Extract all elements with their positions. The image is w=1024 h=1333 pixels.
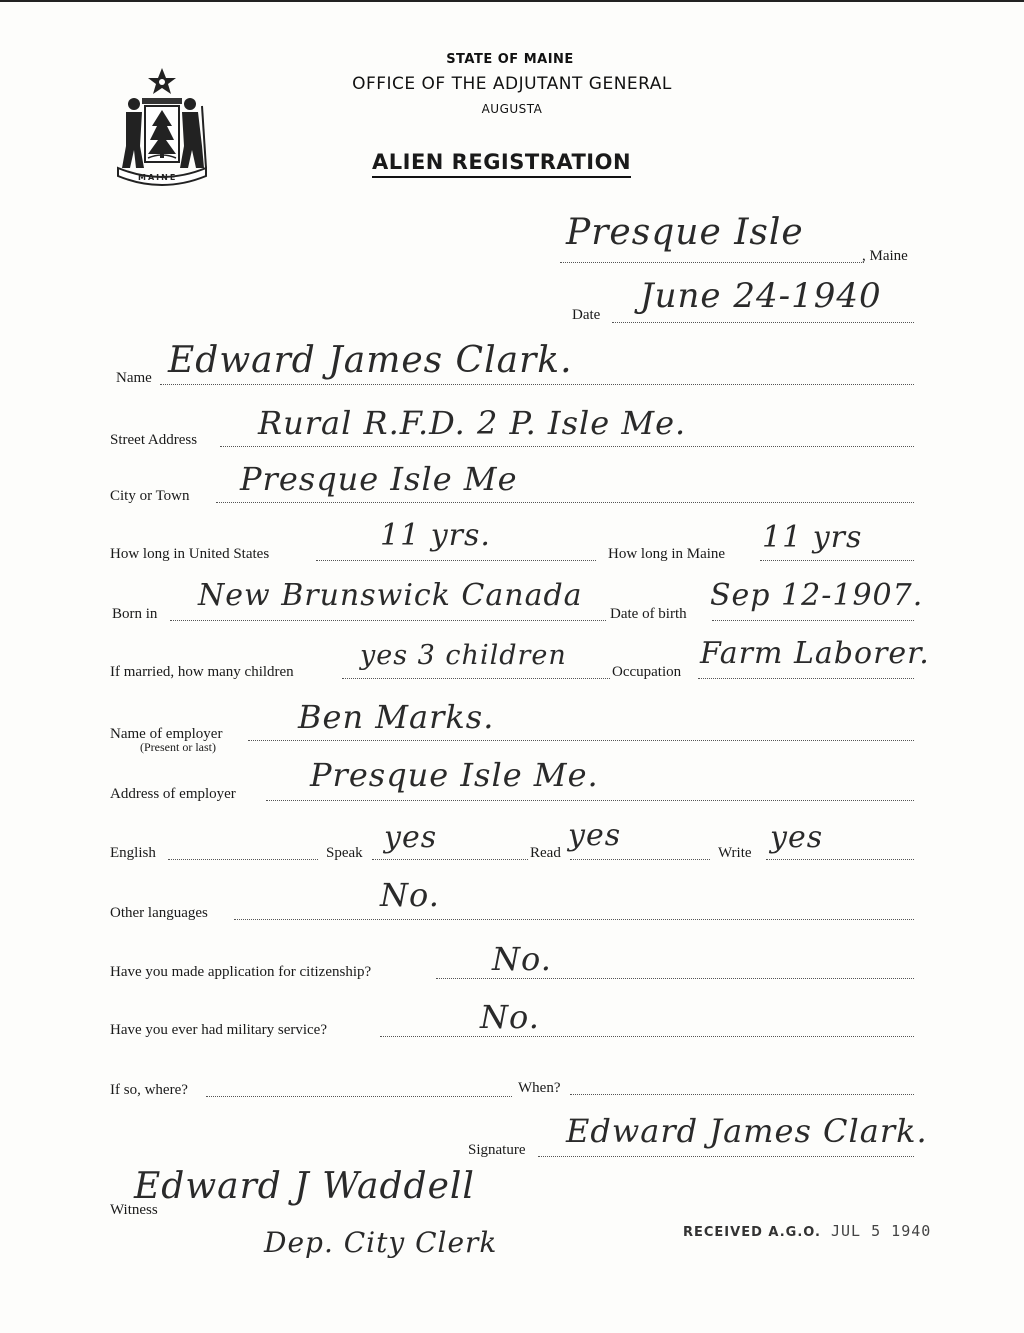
city-label: City or Town — [110, 488, 190, 504]
how-long-maine-value: 11 yrs — [762, 520, 863, 555]
date-of-birth-line — [712, 620, 914, 621]
read-label: Read — [530, 845, 561, 861]
write-line — [766, 859, 914, 860]
maine-label: , Maine — [862, 248, 908, 264]
where-line — [206, 1096, 512, 1097]
children-label: If married, how many children — [110, 664, 294, 680]
how-long-maine-label: How long in Maine — [608, 546, 726, 562]
street-address-value: Rural R.F.D. 2 P. Isle Me. — [258, 404, 687, 442]
other-languages-value: No. — [380, 876, 440, 914]
speak-line — [372, 859, 528, 860]
employer-value: Ben Marks. — [298, 698, 495, 736]
header-state: STATE OF MAINE — [446, 52, 574, 67]
name-label: Name — [116, 370, 152, 386]
city-value: Presque Isle Me — [240, 460, 518, 498]
born-in-label: Born in — [112, 606, 158, 622]
witness-signature: Edward J Waddell — [134, 1166, 475, 1207]
signature-label: Signature — [468, 1142, 526, 1158]
citizenship-line — [436, 978, 914, 979]
name-line — [160, 384, 914, 385]
english-label: English — [110, 845, 156, 861]
military-value: No. — [480, 998, 540, 1036]
date-line — [612, 322, 914, 323]
employer-line — [248, 740, 914, 741]
top-border — [0, 0, 1024, 2]
date-label: Date — [572, 307, 601, 323]
form-title: ALIEN REGISTRATION — [372, 150, 631, 178]
seal-banner-text: MAINE — [138, 173, 178, 182]
street-address-label: Street Address — [110, 432, 198, 448]
citizenship-value: No. — [492, 940, 552, 978]
where-label: If so, where? — [110, 1082, 188, 1098]
children-line — [342, 678, 610, 679]
read-line — [570, 859, 710, 860]
header-office: OFFICE OF THE ADJUTANT GENERAL — [352, 74, 672, 94]
date-of-birth-label: Date of birth — [610, 606, 687, 622]
street-address-line — [220, 446, 914, 447]
when-line — [570, 1094, 914, 1095]
employer-address-label: Address of employer — [110, 786, 236, 802]
name-value: Edward James Clark. — [168, 340, 573, 381]
born-in-value: New Brunswick Canada — [198, 578, 583, 613]
occupation-value: Farm Laborer. — [700, 636, 930, 671]
signature-line — [538, 1156, 914, 1157]
how-long-us-label: How long in United States — [110, 546, 270, 562]
occupation-line — [698, 678, 914, 679]
received-stamp — [683, 1222, 931, 1240]
date-of-birth-value: Sep 12-1907. — [710, 578, 924, 613]
how-long-us-value: 11 yrs. — [380, 518, 491, 553]
date-value: June 24-1940 — [640, 276, 882, 316]
write-value: yes — [770, 820, 824, 855]
employer-label: Name of employer — [110, 726, 223, 742]
witness-label: Witness — [110, 1202, 158, 1218]
employer-note: (Present or last) — [140, 740, 216, 754]
witness-title: Dep. City Clerk — [264, 1226, 498, 1259]
read-value: yes — [568, 818, 622, 853]
other-languages-label: Other languages — [110, 905, 208, 921]
military-line — [380, 1036, 914, 1037]
speak-label: Speak — [326, 845, 363, 861]
place-value: Presque Isle — [566, 212, 804, 253]
born-in-line — [170, 620, 606, 621]
speak-value: yes — [384, 820, 438, 855]
city-line — [216, 502, 914, 503]
place-line — [560, 262, 864, 263]
citizenship-label: Have you made application for citizenship? — [110, 964, 372, 980]
how-long-us-line — [316, 560, 596, 561]
header-city: AUGUSTA — [481, 102, 543, 116]
received-stamp-date: JUL 5 1940 — [831, 1222, 932, 1240]
how-long-maine-line — [760, 560, 914, 561]
occupation-label: Occupation — [612, 664, 682, 680]
received-stamp-label: RECEIVED A.G.O. — [683, 1225, 821, 1240]
military-label: Have you ever had military service? — [110, 1022, 327, 1038]
when-label: When? — [518, 1080, 561, 1096]
employer-address-line — [266, 800, 914, 801]
employer-address-value: Presque Isle Me. — [310, 756, 599, 794]
signature-value: Edward James Clark. — [566, 1112, 928, 1150]
children-value: yes 3 children — [360, 640, 567, 671]
english-line — [168, 859, 318, 860]
write-label: Write — [718, 845, 752, 861]
other-languages-line — [234, 919, 914, 920]
